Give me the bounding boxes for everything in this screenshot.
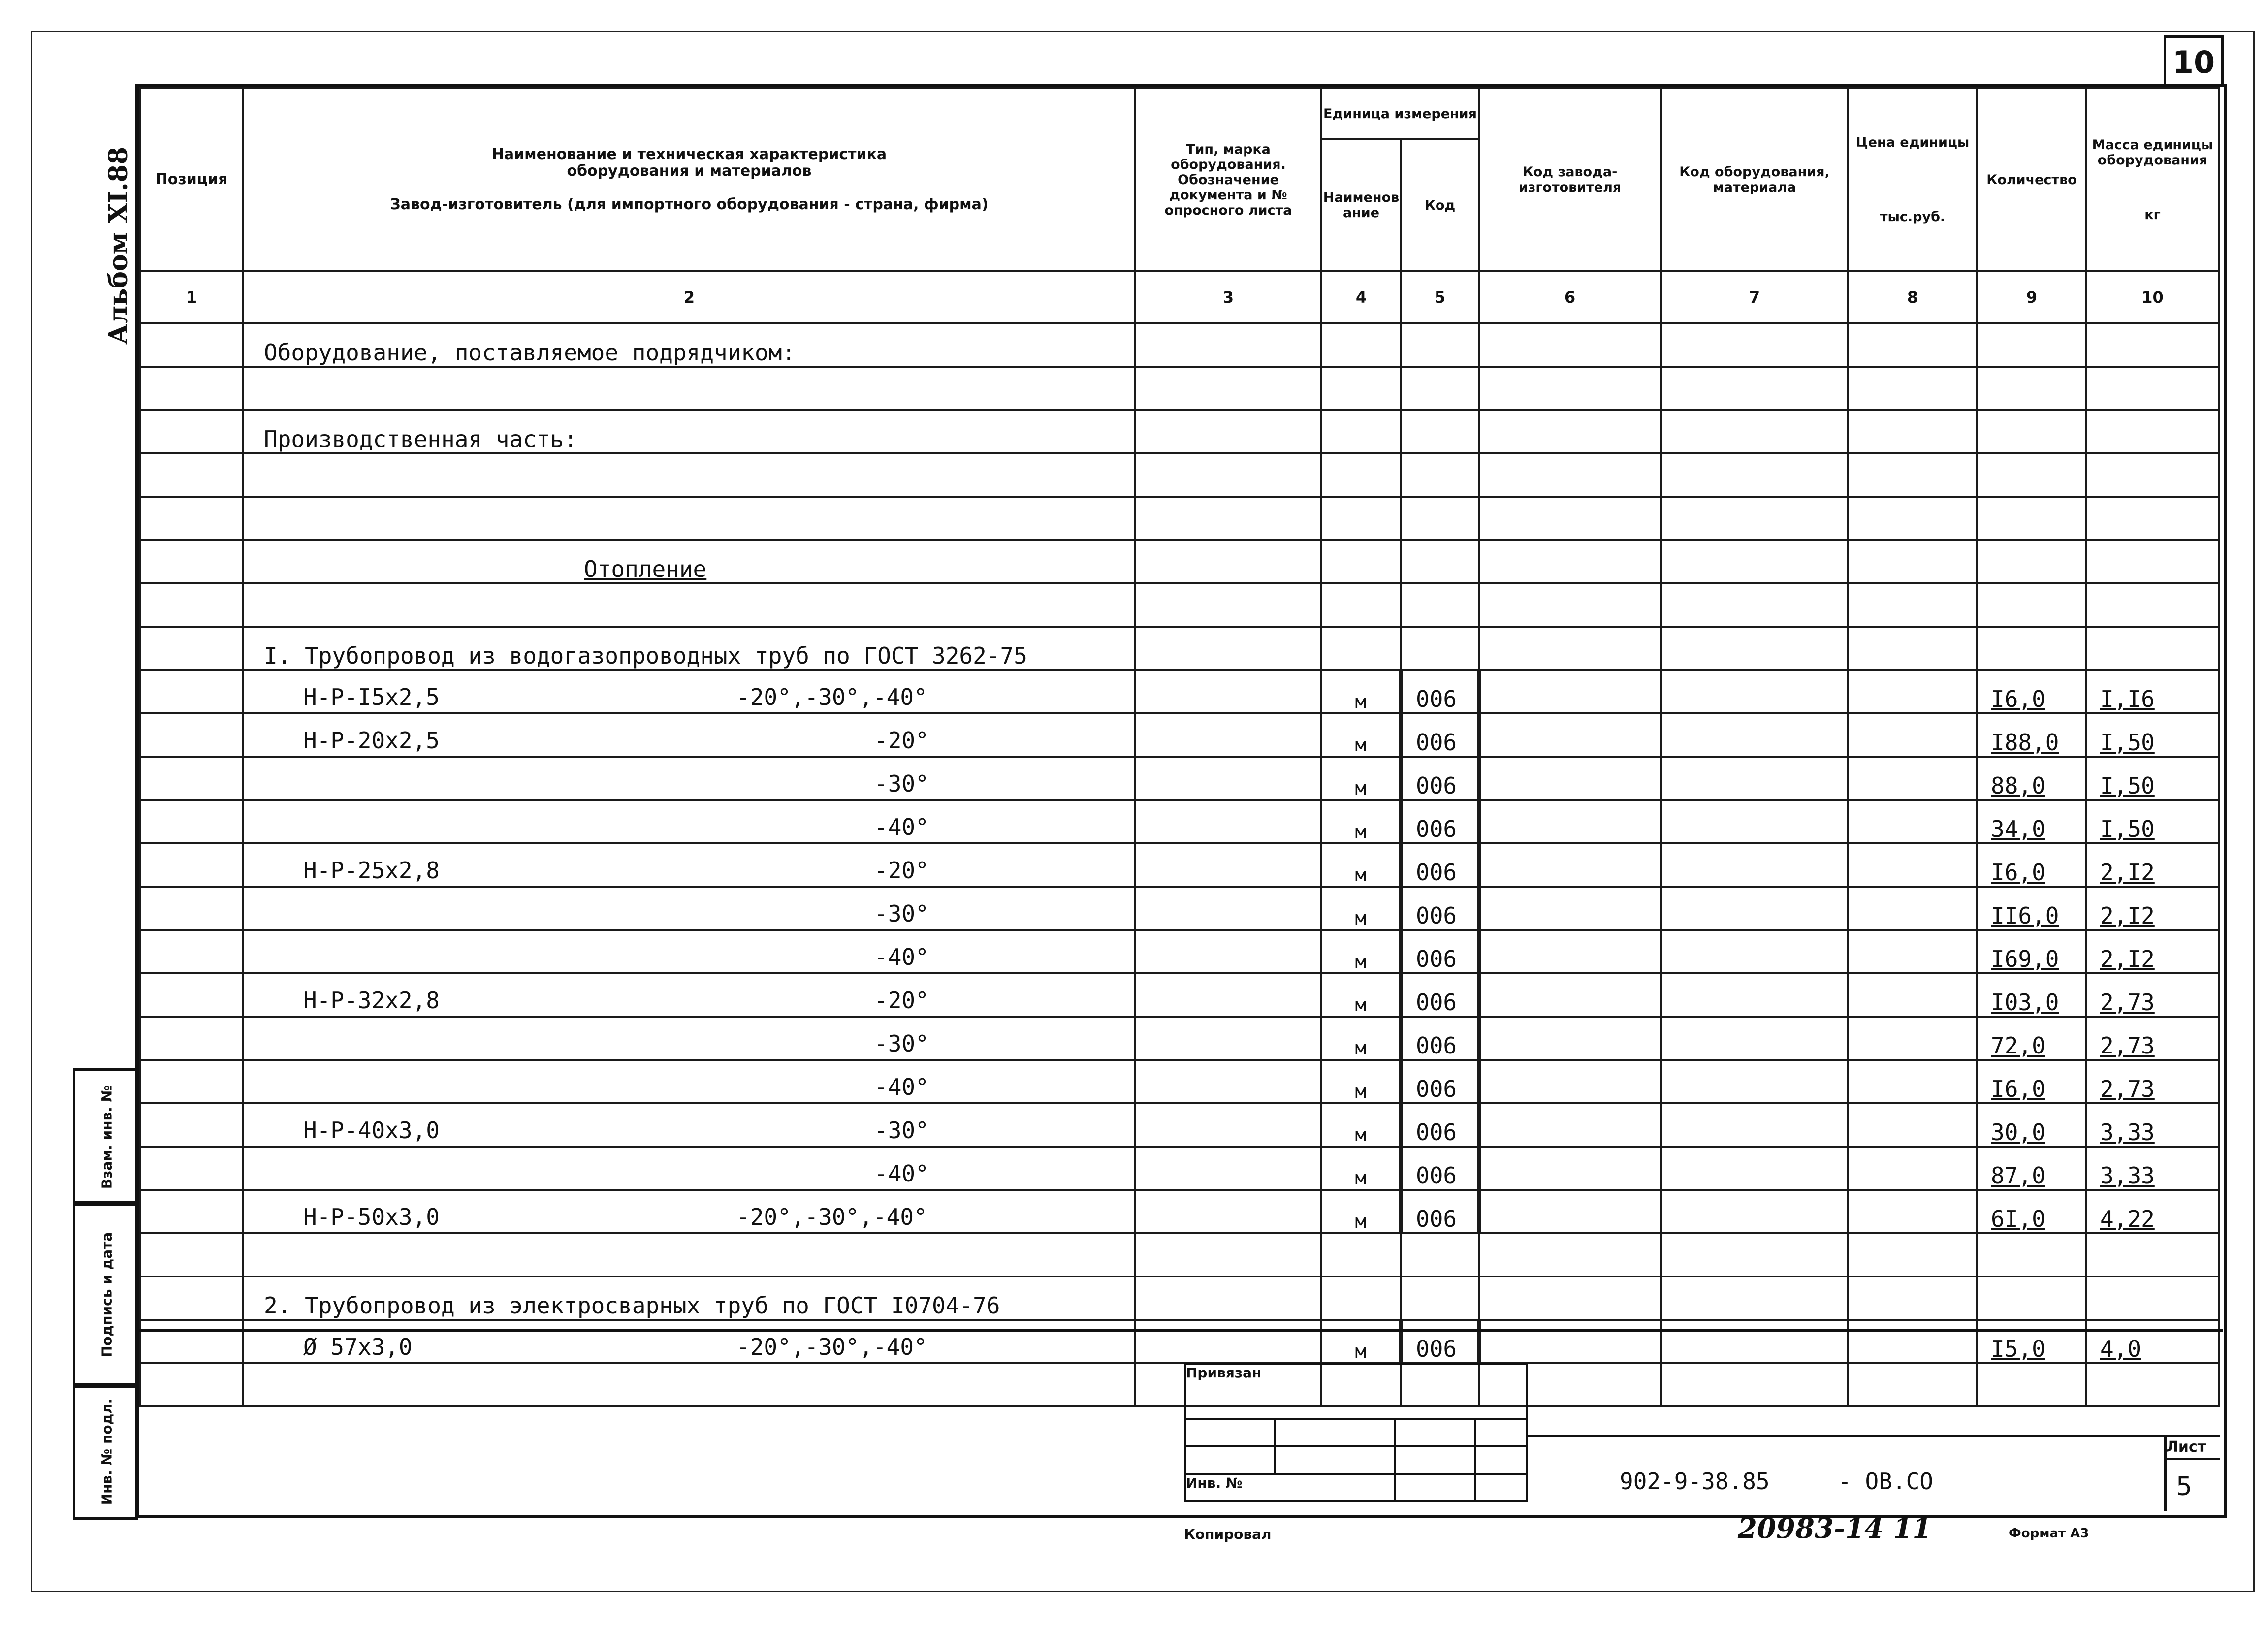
pipe-designation: Н-Р-50х3,0 <box>303 1204 440 1230</box>
pipe-designation: Н-Р-I5х2,5 <box>303 684 440 710</box>
handwritten-registration: 20983-14 11 <box>1738 1512 1932 1545</box>
quantity: II6,0 <box>1977 887 2086 930</box>
column-number-row <box>140 271 2219 323</box>
colnum-6: 6 <box>1479 271 1661 323</box>
section-contractor: Оборудование, поставляемое подрядчиком: <box>264 339 796 366</box>
unit-code: 006 <box>1401 800 1479 843</box>
header-type: Тип, марка оборудования. Обозначение документа и № опросного листа <box>1135 88 1321 271</box>
table-row <box>140 670 2219 713</box>
section-group1-row <box>140 627 2219 670</box>
colnum-10: 10 <box>2086 271 2219 323</box>
temperature-range: -20°,-30°,-40° <box>736 1204 927 1230</box>
header-price-unit: тыс.руб. <box>1880 209 1946 224</box>
table-row <box>140 1147 2219 1190</box>
temperature-range: -40° <box>874 814 929 840</box>
table-row <box>140 930 2219 973</box>
colnum-2: 2 <box>243 271 1135 323</box>
temperature-range: -40° <box>874 1160 929 1187</box>
colnum-5: 5 <box>1401 271 1479 323</box>
quantity: I88,0 <box>1977 713 2086 757</box>
unit-name: м <box>1321 800 1401 843</box>
unit-code: 006 <box>1401 843 1479 887</box>
header-mass <box>2086 88 2219 271</box>
colnum-1: 1 <box>140 271 243 323</box>
unit-code: 006 <box>1401 1147 1479 1190</box>
unit-mass: 3,33 <box>2086 1147 2219 1190</box>
document-code: 902-9-38.85 - ОВ.СО <box>1620 1468 1933 1495</box>
unit-mass: 2,73 <box>2086 1060 2219 1103</box>
section-group2-row <box>140 1277 2219 1320</box>
colnum-9: 9 <box>1977 271 2086 323</box>
unit-mass: 2,I2 <box>2086 887 2219 930</box>
pipe-designation: Н-Р-25х2,8 <box>303 857 440 884</box>
copied-by-label: Копировал <box>1184 1526 1272 1542</box>
pipe-designation: Н-Р-20х2,5 <box>303 727 440 754</box>
colnum-4: 4 <box>1321 271 1401 323</box>
unit-code: 006 <box>1401 1320 1479 1363</box>
unit-name: м <box>1321 1147 1401 1190</box>
unit-mass: I,50 <box>2086 800 2219 843</box>
album-label: Альбом XI.88 <box>103 146 133 345</box>
privyazan-label: Привязан <box>1186 1365 1262 1381</box>
table-row <box>140 843 2219 887</box>
pipe-designation: Н-Р-40х3,0 <box>303 1117 440 1144</box>
section-production: Производственная часть: <box>264 426 577 452</box>
unit-name: м <box>1321 1320 1401 1363</box>
unit-mass: I,50 <box>2086 713 2219 757</box>
temperature-range: -30° <box>874 900 929 927</box>
table-row <box>140 1320 2219 1363</box>
quantity: 88,0 <box>1977 757 2086 800</box>
unit-code: 006 <box>1401 1103 1479 1147</box>
unit-name: м <box>1321 843 1401 887</box>
table-row <box>140 713 2219 757</box>
section-group2: 2. Трубопровод из электросварных труб по ГОСТ I0704-76 <box>264 1292 1000 1319</box>
unit-name: м <box>1321 930 1401 973</box>
header-equipment-code: Код оборудования, материала <box>1661 88 1848 271</box>
quantity: I03,0 <box>1977 973 2086 1017</box>
header-mass-top: Масса единицы оборудования <box>2092 137 2213 168</box>
header-unit-name: Наименование <box>1321 139 1401 271</box>
section-contractor-row <box>140 323 2219 367</box>
unit-code: 006 <box>1401 973 1479 1017</box>
quantity: I6,0 <box>1977 1060 2086 1103</box>
quantity: 87,0 <box>1977 1147 2086 1190</box>
temperature-range: -20°,-30°,-40° <box>736 684 927 710</box>
section-production-row <box>140 410 2219 453</box>
unit-name: м <box>1321 1060 1401 1103</box>
sheet-corner-number: 10 <box>2164 35 2224 86</box>
quantity: 72,0 <box>1977 1017 2086 1060</box>
unit-mass: 4,0 <box>2086 1320 2219 1363</box>
temperature-range: -40° <box>874 944 929 970</box>
unit-name: м <box>1321 757 1401 800</box>
format-label: Формат А3 <box>2009 1526 2089 1541</box>
unit-mass: I,50 <box>2086 757 2219 800</box>
table-row <box>140 757 2219 800</box>
temperature-range: -20°,-30°,-40° <box>736 1334 927 1360</box>
sheet-list-label: Лист <box>2166 1438 2206 1456</box>
unit-mass: 2,I2 <box>2086 843 2219 887</box>
unit-name: м <box>1321 1190 1401 1233</box>
temperature-range: -30° <box>874 770 929 797</box>
colnum-3: 3 <box>1135 271 1321 323</box>
specification-table <box>139 87 2220 1407</box>
temperature-range: -20° <box>874 727 929 754</box>
unit-name: м <box>1321 1103 1401 1147</box>
unit-code: 006 <box>1401 1060 1479 1103</box>
header-price-top: Цена единицы <box>1855 135 1970 150</box>
header-name <box>243 88 1135 271</box>
sheet-list-number: 5 <box>2176 1472 2193 1501</box>
title-block-stamp <box>1184 1363 1528 1502</box>
section-heating: Отопление <box>584 556 707 582</box>
side-stamp-inv-label: Инв. № подл. <box>98 1398 115 1505</box>
table-row <box>140 973 2219 1017</box>
header-row <box>140 88 2219 139</box>
table-row <box>140 1060 2219 1103</box>
table-row <box>140 1103 2219 1147</box>
privyazan-cell <box>1185 1364 1527 1419</box>
section-heating-row <box>140 540 2219 583</box>
table-row <box>140 1190 2219 1233</box>
inv-no-label: Инв. № <box>1186 1475 1243 1491</box>
header-name-line3: Завод-изготовитель (для импортного оборудования - страна, фирма) <box>390 196 989 213</box>
header-unit-code: Код <box>1401 139 1479 271</box>
pipe-designation: Ø 57х3,0 <box>303 1334 413 1360</box>
unit-code: 006 <box>1401 1017 1479 1060</box>
table-row <box>140 800 2219 843</box>
header-quantity: Количество <box>1977 88 2086 271</box>
unit-code: 006 <box>1401 670 1479 713</box>
unit-mass: 3,33 <box>2086 1103 2219 1147</box>
unit-mass: 4,22 <box>2086 1190 2219 1233</box>
unit-code: 006 <box>1401 713 1479 757</box>
inv-no-cell <box>1185 1474 1395 1501</box>
header-name-line2: оборудования и материалов <box>567 162 812 180</box>
side-stamp-podpis-label: Подпись и дата <box>98 1232 115 1358</box>
side-stamp-vzam-label: Взам. инв. № <box>98 1085 115 1189</box>
side-stamp-vzam <box>73 1068 138 1206</box>
side-stamp-podpis <box>73 1201 138 1388</box>
quantity: 34,0 <box>1977 800 2086 843</box>
header-unit-group: Единица измерения <box>1321 88 1479 139</box>
title-block-line <box>1526 1435 2220 1437</box>
quantity: I69,0 <box>1977 930 2086 973</box>
unit-code: 006 <box>1401 757 1479 800</box>
unit-mass: 2,I2 <box>2086 930 2219 973</box>
table-bottom-line <box>135 1329 2223 1332</box>
colnum-7: 7 <box>1661 271 1848 323</box>
unit-name: м <box>1321 1017 1401 1060</box>
header-price <box>1848 88 1977 271</box>
header-name-line1: Наименование и техническая характеристика <box>491 146 887 163</box>
temperature-range: -20° <box>874 987 929 1014</box>
temperature-range: -30° <box>874 1030 929 1057</box>
sheet-list-divider <box>2164 1458 2220 1460</box>
pipe-designation: Н-Р-32х2,8 <box>303 987 440 1014</box>
unit-mass: I,I6 <box>2086 670 2219 713</box>
unit-code: 006 <box>1401 887 1479 930</box>
unit-name: м <box>1321 887 1401 930</box>
section-group1: I. Трубопровод из водогазопроводных труб по ГОСТ 3262-75 <box>264 642 1027 669</box>
unit-mass: 2,73 <box>2086 973 2219 1017</box>
side-stamp-inv <box>73 1383 138 1520</box>
quantity: I6,0 <box>1977 670 2086 713</box>
table-body <box>140 323 2219 1406</box>
header-mass-unit: кг <box>2144 207 2161 223</box>
unit-mass: 2,73 <box>2086 1017 2219 1060</box>
quantity: 30,0 <box>1977 1103 2086 1147</box>
unit-name: м <box>1321 973 1401 1017</box>
unit-code: 006 <box>1401 1190 1479 1233</box>
temperature-range: -20° <box>874 857 929 884</box>
unit-name: м <box>1321 670 1401 713</box>
unit-name: м <box>1321 713 1401 757</box>
quantity: 6I,0 <box>1977 1190 2086 1233</box>
colnum-8: 8 <box>1848 271 1977 323</box>
header-manufacturer-code: Код завода-изготовителя <box>1479 88 1661 271</box>
table-row <box>140 887 2219 930</box>
temperature-range: -30° <box>874 1117 929 1144</box>
temperature-range: -40° <box>874 1074 929 1100</box>
quantity: I6,0 <box>1977 843 2086 887</box>
quantity: I5,0 <box>1977 1320 2086 1363</box>
table-row <box>140 1017 2219 1060</box>
header-position: Позиция <box>140 88 243 271</box>
unit-code: 006 <box>1401 930 1479 973</box>
